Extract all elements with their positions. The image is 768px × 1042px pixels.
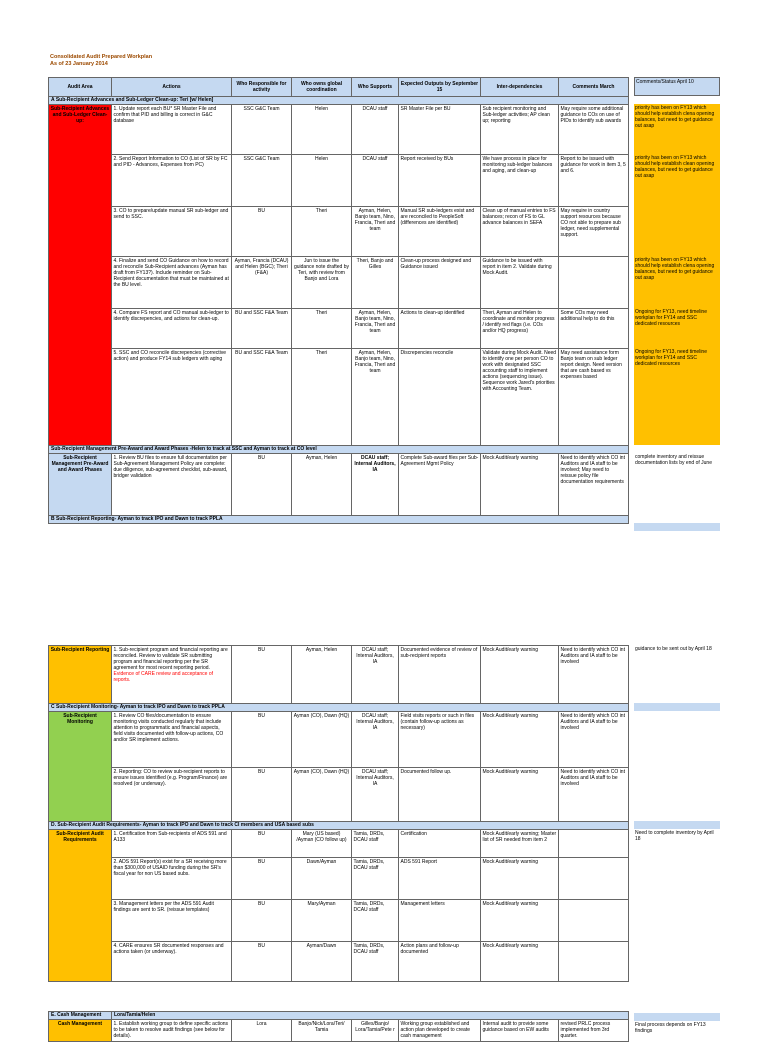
row-a5-comments: Some COs may need additional help to do this	[559, 309, 629, 349]
header-audit-area: Audit Area	[49, 78, 112, 97]
row-c1-supports: DCAU staff; Internal Auditors, IA	[352, 712, 399, 768]
table-row	[49, 155, 635, 207]
row-a1-comments: May require some additional guidance to COs on use of PIDs to identify sub awards	[559, 105, 629, 155]
section-pre-area: Sub-Recipient Management Pre-Award and Award Phases	[49, 454, 112, 516]
section-c-area: Sub-Recipient Monitoring	[49, 712, 112, 822]
section-b-title-row	[49, 516, 635, 524]
row-d2-outputs: ADS 591 Report	[399, 858, 481, 900]
section-e-title: E. Cash Management	[49, 1012, 112, 1020]
row-a3-comments: May require in country support resources because CO not able to prepare sub ledger, need supplemental support.	[559, 207, 629, 257]
header-coordination: Who owns global coordination	[292, 78, 352, 97]
section-b-title: B Sub-Recipient Reporting- Ayman to track IPO and Dawn to track PPLA	[49, 516, 629, 524]
row-a6-supports: Ayman, Helen, Banjo team, Nino, Francia, Theri and team	[352, 349, 399, 446]
table-row	[49, 257, 635, 309]
row-a4-supports: Theri, Banjo and Gilles	[352, 257, 399, 309]
row-d4-coordination: Ayman/Dawn	[292, 942, 352, 982]
row-d1-outputs: Certification	[399, 830, 481, 858]
section-a-title-row	[49, 97, 635, 105]
row-c1-outputs: Field visits reports or such in files (contain follow-up actions as necessary)	[399, 712, 481, 768]
section-c-title: C Sub-Recipient Monitoring- Ayman to track IPO and Dawn to track PPLA	[49, 704, 629, 712]
row-b1-action-text: 1. Sub-recipient program and financial reporting are reconciled. Review to validate SR submitting program and financial reporting per the SR agreement for most recent reporting period.	[113, 647, 228, 671]
section-a-title: A Sub-Recipient Advances and Sub-Ledger Clean-up: Teri [w/ Helen]	[49, 97, 629, 105]
row-a2-responsible: SSC G&C Team	[232, 155, 292, 207]
section-d-title: D. Sub-Recipient Audit Requirements- Ayman to track IPO and Dawn to track CI members and USA based subs	[49, 822, 629, 830]
row-a6-comments: May need assistance form Banjo team on sub ledger report design. Need version that are cash based vs expenses based	[559, 349, 629, 446]
header-responsible: Who Responsible for activity	[232, 78, 292, 97]
row-a5-outputs: Actions to clean-up identified	[399, 309, 481, 349]
row-a3-interdependencies: Clean up of manual entries to FS balances; recon of FS to GL advance balances in SEFA	[481, 207, 559, 257]
row-d3-coordination: Mary/Ayman	[292, 900, 352, 942]
row-d1-interdependencies: Mock Audit/early warning; Master list of SR needed from item 2	[481, 830, 559, 858]
row-b1-coordination: Ayman, Helen	[292, 646, 352, 704]
section-a-area: Sub-Recipient Advances and Sub-Ledger Clean-up:	[49, 105, 112, 446]
row-pre-action: 1. Review BU files to ensure full documentation per Sub-Agreement Management Policy are complete: due diligence, sub-agreement checklist, sub-award, bridger validation	[112, 454, 232, 516]
status-e-header	[634, 1013, 720, 1021]
status-b-header	[634, 523, 720, 531]
row-d1-coordination: Mary (US based) /Ayman (CO follow up)	[292, 830, 352, 858]
status-a5: Ongoing for FY13, need timeline workplan for FY14 and SSC dedicated resources	[634, 308, 720, 348]
row-d4-responsible: BU	[232, 942, 292, 982]
row-a6-responsible: BU and SSC F&A Team	[232, 349, 292, 446]
row-e1-interdependencies: Internal audit to provide some guidance based on EW audits	[481, 1020, 559, 1042]
status-a4: priority has been on FY13 which should help establish clena opening balances, but need to get guidance out asap	[634, 256, 720, 308]
section-e-area: Cash Management	[49, 1020, 112, 1042]
row-a2-coordination: Helen	[292, 155, 352, 207]
spacer-row	[49, 982, 635, 1012]
row-b1-responsible: BU	[232, 646, 292, 704]
status-d1: Need to complete inventory by April 18	[635, 830, 714, 842]
table-row	[49, 646, 635, 704]
row-a5-responsible: BU and SSC F&A Team	[232, 309, 292, 349]
table-row	[49, 858, 635, 900]
section-e-title-row	[49, 1012, 635, 1020]
table-row	[49, 454, 635, 516]
row-d3-outputs: Management letters	[399, 900, 481, 942]
section-pre-title: Sub-Recipient Management Pre-Award and Award Phases -Helen to track at SSC and Ayman to track at CO level	[49, 446, 629, 454]
row-a1-outputs: SR Master File per BU	[399, 105, 481, 155]
row-d1-action: 1. Certification from Sub-recipients of ADS 591 and A133	[112, 830, 232, 858]
row-d4-outputs: Action plans and follow-up documented	[399, 942, 481, 982]
row-d3-responsible: BU	[232, 900, 292, 942]
header-actions: Actions	[112, 78, 232, 97]
row-d2-action: 2. ADS 591 Report(s) exist for a SR receiving more than $300,000 of USAID funding during the SR's fiscal year for non US based subs.	[112, 858, 232, 900]
row-d2-comments	[559, 858, 629, 900]
table-row	[49, 942, 635, 982]
row-a3-supports: Ayman, Helen, Banjo team, Nino, Francia, Theri and team	[352, 207, 399, 257]
table-row	[49, 207, 635, 257]
section-d-title-row	[49, 822, 635, 830]
section-e-sub: Lora/Tamia/Helen	[112, 1012, 629, 1020]
row-c2-interdependencies: Mock Audit/early warning	[481, 768, 559, 822]
row-a3-outputs: Manual SR sub-ledgers exist and are reconciled to PeopleSoft (differences are identified)	[399, 207, 481, 257]
row-d2-responsible: BU	[232, 858, 292, 900]
row-a1-responsible: SSC G&C Team	[232, 105, 292, 155]
row-d3-comments	[559, 900, 629, 942]
status-a3	[634, 206, 720, 256]
row-a1-coordination: Helen	[292, 105, 352, 155]
row-e1-comments: revised PRLC process implemented from 3rd quarter.	[559, 1020, 629, 1042]
row-c2-coordination: Ayman (CO), Dawn (HQ)	[292, 768, 352, 822]
row-d4-comments	[559, 942, 629, 982]
row-d4-action: 4. CARE ensures SR documented responses and actions taken (or underway).	[112, 942, 232, 982]
row-pre-responsible: BU	[232, 454, 292, 516]
row-a2-action: 2. Send Report Information to CO (List of SR by FC and PID - Advances, Expenses from PC)	[112, 155, 232, 207]
status-a6: Ongoing for FY13, need timeline workplan for FY14 and SSC dedicated resources	[634, 348, 720, 445]
workplan-table-lower	[48, 645, 635, 1042]
table-row	[49, 830, 635, 858]
row-a2-comments: Report to be issued with guidance for work in item 3, 5 and 6.	[559, 155, 629, 207]
table-row	[49, 309, 635, 349]
table-row	[49, 349, 635, 446]
status-a2: priority has been on FY13 which should help establish clean opening balances, but need to get guidance out asap	[634, 154, 720, 206]
row-d1-supports: Tamia, DRDs, DCAU staff	[352, 830, 399, 858]
row-d1-comments	[559, 830, 629, 858]
row-a4-outputs: Clean-up process designed and Guidance issued	[399, 257, 481, 309]
row-a3-coordination: Theri	[292, 207, 352, 257]
row-a3-responsible: BU	[232, 207, 292, 257]
status-d-header	[634, 821, 720, 829]
header-supports: Who Supports	[352, 78, 399, 97]
row-e1-coordination: Banjo/Nick/Lora/Teri/ Tamia	[292, 1020, 352, 1042]
row-e1-outputs: Working group established and action plan developed to create cash management	[399, 1020, 481, 1042]
row-a4-coordination: Jun to issue the guidance note drafted by Teri, with review from Banjo and Lora	[292, 257, 352, 309]
row-a1-interdependencies: Sub recipient monitoring and Sub-ledger activities; AP clean up; reporting	[481, 105, 559, 155]
document-title: Consolidated Audit Prepared Workplan	[50, 54, 153, 60]
row-a3-action: 3. CO to prepare/update manual SR sub-ledger and send to SSC.	[112, 207, 232, 257]
workplan-table-upper	[48, 77, 635, 524]
row-d3-interdependencies: Mock Audit/early warning	[481, 900, 559, 942]
row-a1-action: 1. Update report each BU* SR Master File and confirm that PID and billing is correct in G&C database	[112, 105, 232, 155]
row-a2-supports: DCAU staff	[352, 155, 399, 207]
row-b1-action-red-text: Evidence of CARE review and acceptance of reports.	[113, 671, 213, 683]
row-c1-action: 1. Review CO files/documentation to ensure monitoring visits conducted regularly that include attention to programmatic and financial aspects, field visits documented with follow-up actions, CO and/or SR implement actions.	[112, 712, 232, 768]
status-b1: guidance to be sent out by April 18	[635, 646, 712, 652]
row-c2-comments: Need to identify which CO int Auditors and IA staff to be involved	[559, 768, 629, 822]
header-interdependencies: Inter-dependencies	[481, 78, 559, 97]
row-a5-coordination: Theri	[292, 309, 352, 349]
row-d3-supports: Tamia, DRDs, DCAU staff	[352, 900, 399, 942]
row-pre-supports: DCAU staff; Internal Auditors, IA	[352, 454, 399, 516]
row-pre-interdependencies: Mock Audit/early warning	[481, 454, 559, 516]
header-row	[49, 78, 635, 97]
row-c1-interdependencies: Mock Audit/early warning	[481, 712, 559, 768]
status-a1: priority has been on FY13 which should help establish clena opening balances, but need to get guidance out asap	[634, 104, 720, 154]
row-pre-outputs: Complete Sub-award files per Sub-Agreement Mgmt Policy	[399, 454, 481, 516]
row-a2-outputs: Report received by BUs	[399, 155, 481, 207]
row-a6-action: 5. SSC and CO reconcile discrepencies (corrective action) and produce FY14 sub ledgers with aging	[112, 349, 232, 446]
row-d2-supports: Tamia, DRDs, DCAU staff	[352, 858, 399, 900]
row-b1-interdependencies: Mock Audit/early warning	[481, 646, 559, 704]
row-a4-responsible: Ayman, Francia (DCAU) and Helen (BGC); Theri (F&A)	[232, 257, 292, 309]
table-row	[49, 900, 635, 942]
row-a4-comments	[559, 257, 629, 309]
row-d1-responsible: BU	[232, 830, 292, 858]
section-pre-title-row	[49, 446, 635, 454]
row-a1-supports: DCAU staff	[352, 105, 399, 155]
row-pre-comments: Need to identify which CO int Auditors and IA staff to be involved; May need to reissue policy file documentation requirements	[559, 454, 629, 516]
section-d-area: Sub-Recipient Audit Requirements	[49, 830, 112, 982]
header-comments-status: Comments/Status April 10	[634, 77, 720, 96]
row-a5-action: 4. Compare FS report and CO manual sub-ledger to identify discrepencies, and actions for clean-up.	[112, 309, 232, 349]
row-a4-action: 4. Finalize and send CO Guidance on how to record and reconcile Sub-Recipient advances (Ayman has draft from FY13?). Include reminder on Sub-Recipient documentation that must be maintained at the BU level.	[112, 257, 232, 309]
row-a5-supports: Ayman, Helen, Banjo team, Nino, Francia, Theri and team	[352, 309, 399, 349]
table-row	[49, 712, 635, 768]
row-a4-interdependencies: Guidance to be issued with report in item 2. Validate during Mock Audit.	[481, 257, 559, 309]
row-c1-comments: Need to identify which CO int Auditors and IA staff to be involved	[559, 712, 629, 768]
row-a2-interdependencies: We have process in place for monitoring sub-ledger balances and aging, and clean-up	[481, 155, 559, 207]
status-e1: Final process depends on FY13 findings	[635, 1022, 706, 1034]
row-d2-interdependencies: Mock Audit/early warning	[481, 858, 559, 900]
row-c2-action: 2. Reporting: CO to review sub-recipient reports to ensure issues identified (e.g. Program/Finance) are resolved (or underway).	[112, 768, 232, 822]
row-c2-supports: DCAU staff; Internal Auditors, IA	[352, 768, 399, 822]
row-b1-action	[112, 646, 232, 704]
row-e1-supports: Gilles/Banjo/ Lora/Tamia/Pete r	[352, 1020, 399, 1042]
row-c2-responsible: BU	[232, 768, 292, 822]
row-e1-responsible: Lora	[232, 1020, 292, 1042]
row-d4-supports: Tamia, DRDs, DCAU staff	[352, 942, 399, 982]
row-pre-coordination: Ayman, Helen	[292, 454, 352, 516]
row-c1-coordination: Ayman (CO), Dawn (HQ)	[292, 712, 352, 768]
row-d2-coordination: Dawn/Ayman	[292, 858, 352, 900]
document-date: As of 23 January 2014	[50, 61, 108, 67]
row-a6-interdependencies: Validate during Mock Audit. Need to identify one per person CO to work with designated SSC accounting staff to implement actions (sequencing issue). Sequence work Jared's priorities with Accounting Team.	[481, 349, 559, 446]
row-b1-comments: Need to identify which CO int Auditors and IA staff to be involved	[559, 646, 629, 704]
row-e1-action: 1. Establish working group to define specific actions to be taken to resolve audit findings (see below for details).	[112, 1020, 232, 1042]
row-c1-responsible: BU	[232, 712, 292, 768]
status-pre: complete inventory and reissue documentation lists by end of June	[635, 454, 712, 466]
row-c2-outputs: Documented follow up.	[399, 768, 481, 822]
row-b1-outputs: Documented evidence of review of sub-recipient reports	[399, 646, 481, 704]
header-comments-march: Comments March	[559, 78, 629, 97]
row-a6-outputs: Discrepencies reconcile	[399, 349, 481, 446]
row-a6-coordination: Theri	[292, 349, 352, 446]
status-c-header	[634, 703, 720, 711]
table-row	[49, 768, 635, 822]
row-b1-supports: DCAU staff; Internal Auditors, IA	[352, 646, 399, 704]
section-b-area: Sub-Recipient Reporting	[49, 646, 112, 704]
table-row	[49, 105, 635, 155]
header-expected-outputs: Expected Outputs by September 15	[399, 78, 481, 97]
table-row	[49, 1020, 635, 1042]
row-a5-interdependencies: Theri, Ayman and Helen to coordinate and monitor progress / identify red flags (i.e. COs and/or HQ progress)	[481, 309, 559, 349]
row-d3-action: 3. Management letters per the ADS 591 Audit findings are sent to SR. (reissue templates)	[112, 900, 232, 942]
section-c-title-row	[49, 704, 635, 712]
row-d4-interdependencies: Mock Audit/early warning	[481, 942, 559, 982]
